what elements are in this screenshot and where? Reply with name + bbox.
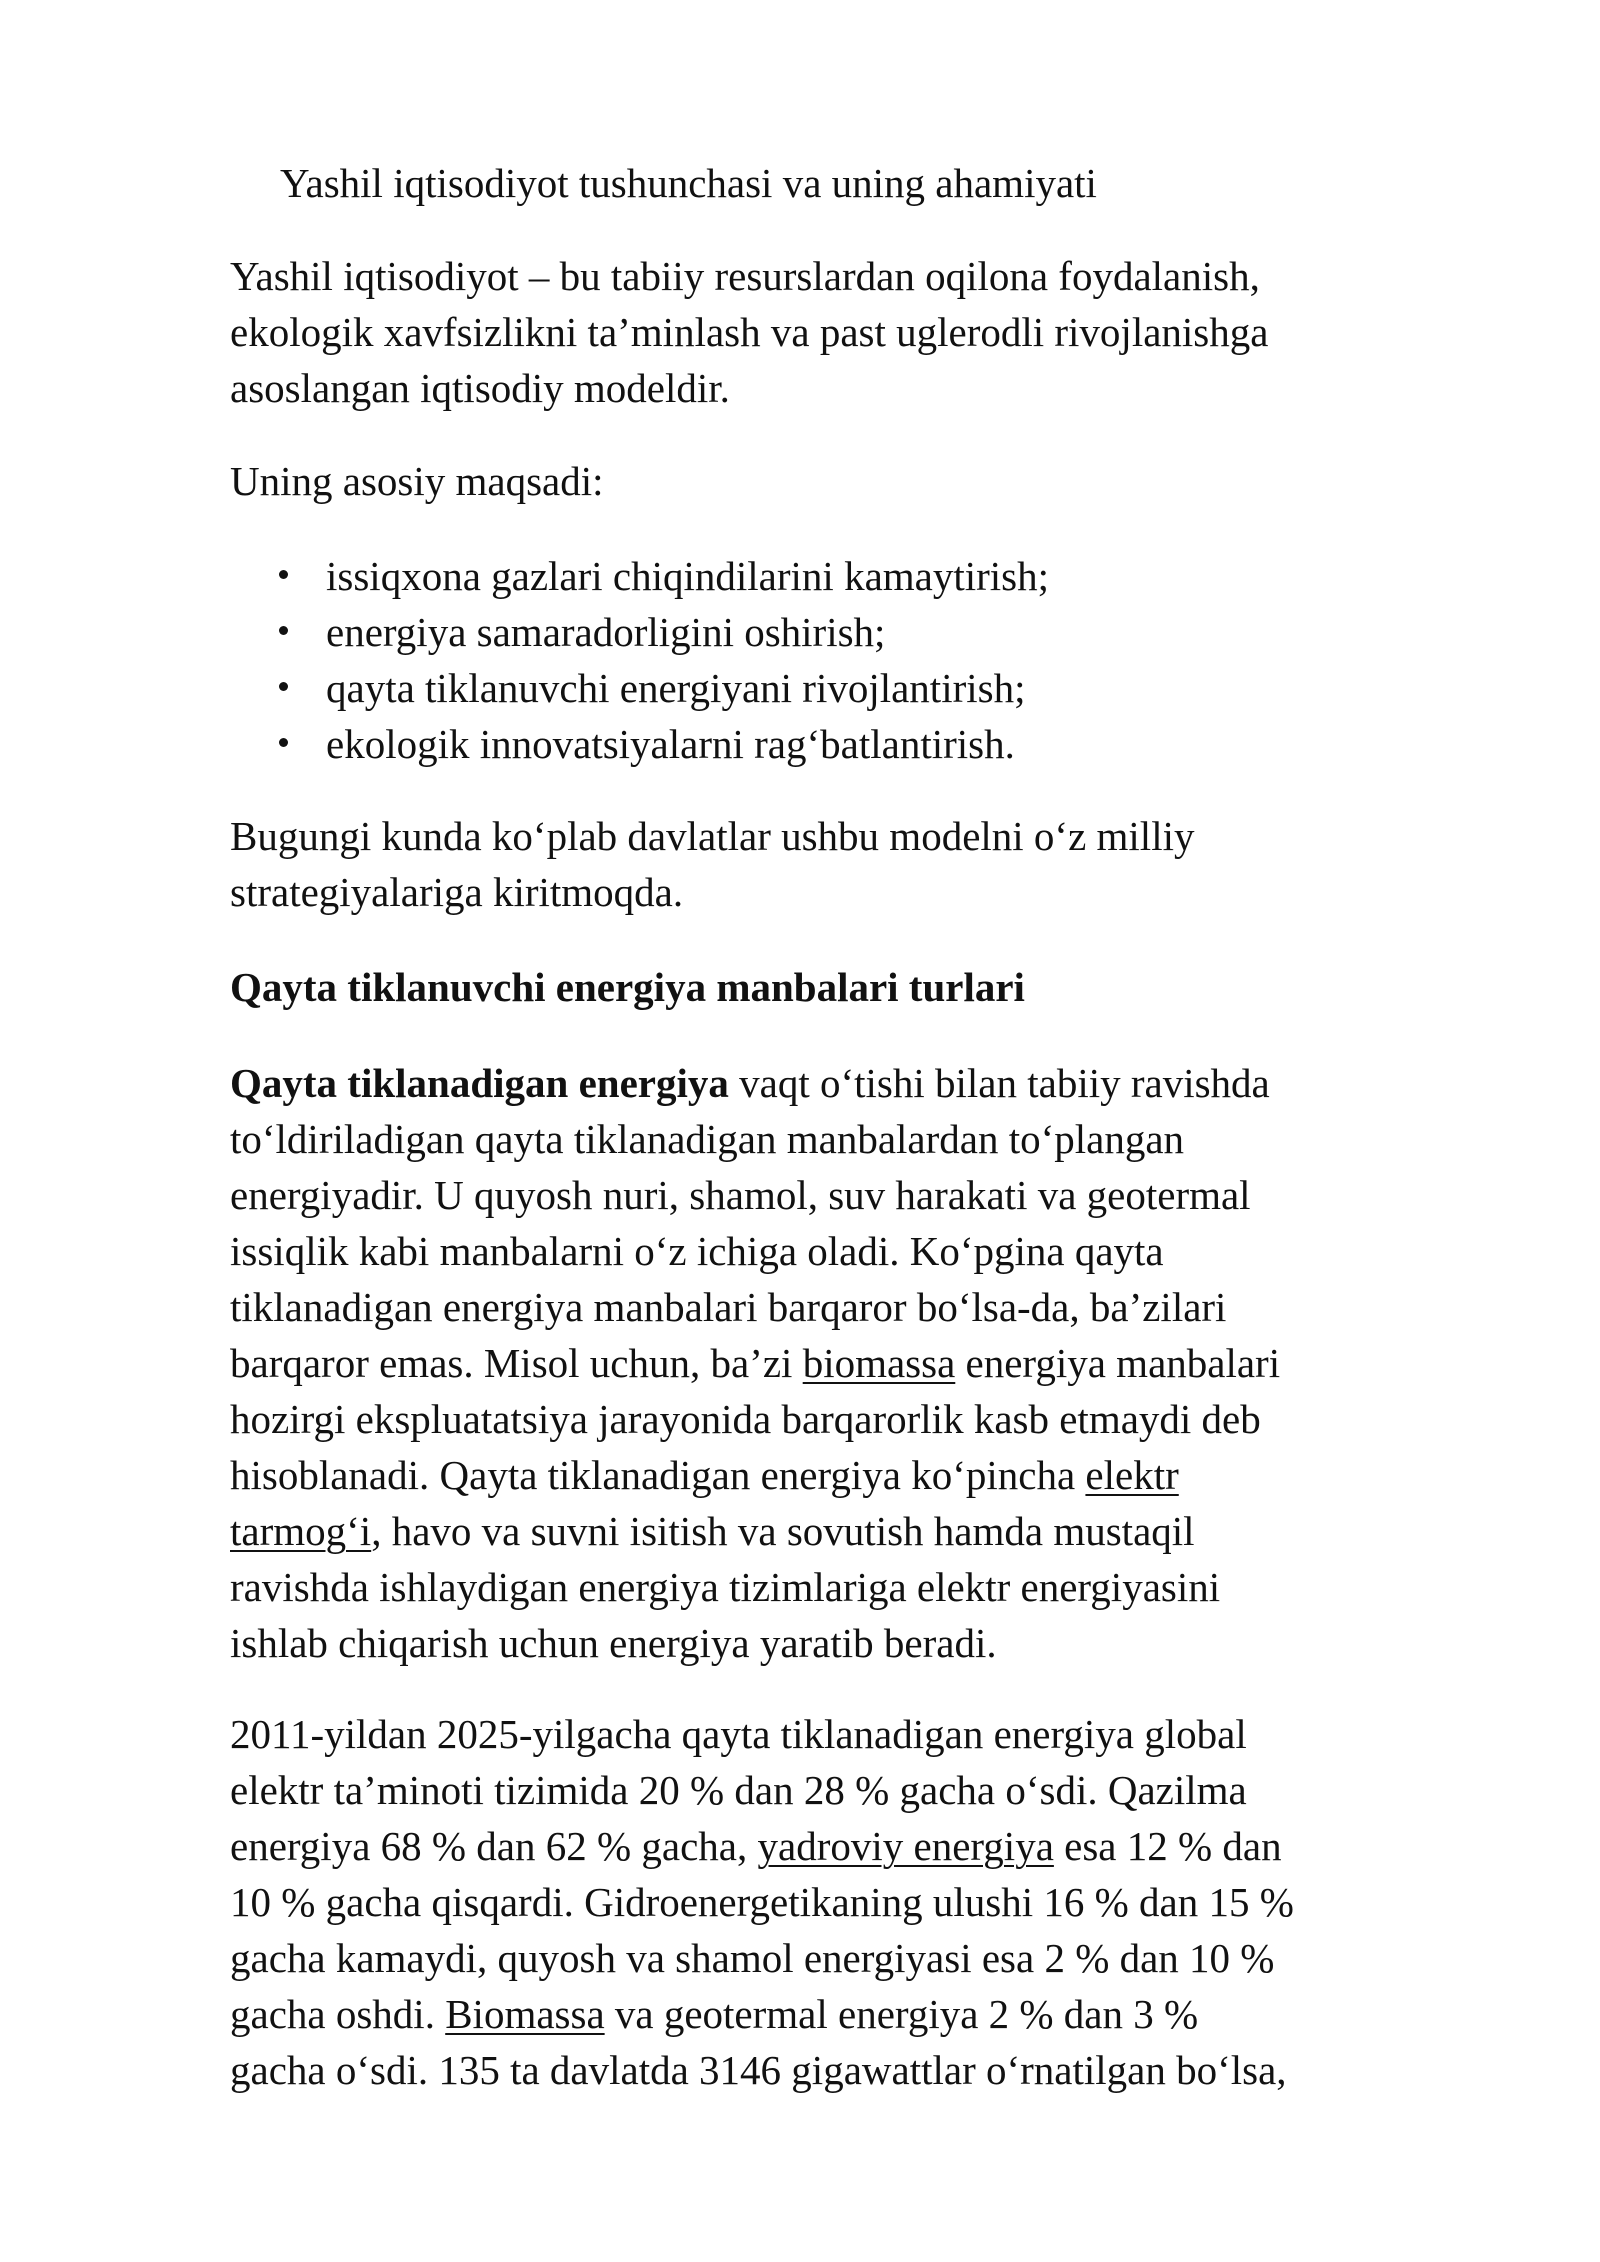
text-line: strategiyalariga kiritmoqda. [230,869,684,915]
text-line: ekologik xavfsizlikni ta’minlash va past uglerodli rivojlanishga [230,309,1269,355]
text-line: gacha o‘sdi. 135 ta davlatda 3146 gigawattlar o‘rnatilgan bo‘lsa, [230,2047,1287,2093]
list-item [270,548,1570,604]
elektr-tarmogi-link[interactable]: tarmog‘i [230,1508,372,1554]
text-run: hisoblanadi. Qayta tiklanadigan energiya ko‘pincha [230,1452,1086,1498]
text-run: esa 12 % dan [1053,1823,1282,1869]
text-line: Yashil iqtisodiyot – bu tabiiy resurslardan oqilona foydalanish, [230,253,1260,299]
text-line: gacha kamaydi, quyosh va shamol energiyasi esa 2 % dan 10 % [230,1935,1275,1981]
text-run: energiya 68 % dan 62 % gacha, [230,1823,758,1869]
stats-paragraph [230,1706,1530,2098]
biomassa-link[interactable]: biomassa [802,1340,956,1386]
bullet-icon [279,570,288,579]
text-run: vaqt o‘tishi bilan tabiiy ravishda [728,1060,1270,1106]
list-item-text: ekologik innovatsiyalarni rag‘batlantirish. [326,721,1015,767]
text-line: ravishda ishlaydigan energiya tizimlariga elektr energiyasini [230,1564,1221,1610]
document-title: Yashil iqtisodiyot tushunchasi va uning ahamiyati [280,160,1097,206]
goal-list [270,548,1570,772]
text-line: hozirgi ekspluatatsiya jarayonida barqarorlik kasb etmaydi deb [230,1396,1261,1442]
text-line: issiqlik kabi manbalarni o‘z ichiga oladi. Ko‘pgina qayta [230,1228,1164,1274]
list-item [270,716,1570,772]
section-heading: Qayta tiklanuvchi energiya manbalari turlari [230,964,1025,1010]
list-item [270,604,1570,660]
renewable-paragraph [230,1055,1530,1671]
bold-term: Qayta tiklanadigan energiya [230,1060,729,1106]
list-item-text: energiya samaradorligini oshirish; [326,609,886,655]
text-run: energiya manbalari [955,1340,1281,1386]
text-run: va geotermal energiya 2 % dan 3 % [604,1991,1199,2037]
text-line [230,1335,1530,1391]
list-item-text: qayta tiklanuvchi energiyani rivojlantirish; [326,665,1026,711]
biomassa-link[interactable]: Biomassa [445,1991,605,2037]
bullet-icon [279,738,288,747]
text-run: gacha oshdi. [230,1991,446,2037]
yadroviy-energiya-link[interactable]: yadroviy energiya [757,1823,1054,1869]
text-line: 2011-yildan 2025-yilgacha qayta tiklanadigan energiya global [230,1711,1247,1757]
text-line [230,1447,1530,1503]
text-line: tiklanadigan energiya manbalari barqaror bo‘lsa-da, ba’zilari [230,1284,1227,1330]
text-line [230,1986,1530,2042]
text-line: to‘ldiriladigan qayta tiklanadigan manbalardan to‘plangan [230,1116,1185,1162]
text-line: asoslangan iqtisodiy modeldir. [230,365,730,411]
text-run: barqaror emas. Misol uchun, ba’zi [230,1340,803,1386]
text-line [230,1503,1530,1559]
today-paragraph [230,808,1530,920]
goal-intro: Uning asosiy maqsadi: [230,458,604,504]
text-line [230,1055,1530,1111]
list-item [270,660,1570,716]
bullet-icon [279,682,288,691]
bullet-icon [279,626,288,635]
text-line: elektr ta’minoti tizimida 20 % dan 28 % gacha o‘sdi. Qazilma [230,1767,1247,1813]
elektr-tarmogi-link[interactable]: elektr [1085,1452,1179,1498]
definition-paragraph [230,248,1530,416]
text-line: 10 % gacha qisqardi. Gidroenergetikaning ulushi 16 % dan 15 % [230,1879,1294,1925]
text-run: , havo va suvni isitish va sovutish hamda mustaqil [371,1508,1195,1554]
text-line: ishlab chiqarish uchun energiya yaratib beradi. [230,1620,997,1666]
text-line: Bugungi kunda ko‘plab davlatlar ushbu modelni o‘z milliy [230,813,1195,859]
list-item-text: issiqxona gazlari chiqindilarini kamaytirish; [326,553,1050,599]
text-line: energiyadir. U quyosh nuri, shamol, suv harakati va geotermal [230,1172,1251,1218]
text-line [230,1818,1530,1874]
